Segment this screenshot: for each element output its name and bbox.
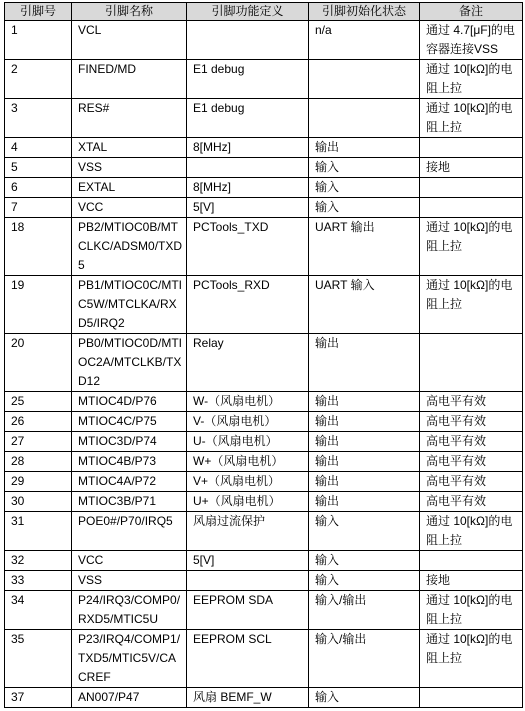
pin-function-cell (187, 571, 309, 591)
header-remarks: 备注 (420, 3, 523, 21)
remarks-cell: 通过 10[kΩ]的电阻上拉 (420, 512, 523, 551)
table-row (5, 178, 523, 198)
remarks-cell: 接地 (420, 571, 523, 591)
pin-table (4, 2, 523, 708)
pin-init-state-cell: 输入 (309, 512, 420, 551)
remarks-cell (420, 198, 523, 218)
pin-function-cell: E1 debug (187, 60, 309, 99)
table-row (5, 334, 523, 392)
table-row (5, 158, 523, 178)
pin-init-state-cell: n/a (309, 21, 420, 60)
pin-name-cell: VSS (72, 571, 187, 591)
pin-function-cell: PCTools_TXD (187, 218, 309, 276)
pin-number-cell: 31 (5, 512, 72, 551)
remarks-cell: 高电平有效 (420, 412, 523, 432)
pin-function-cell: U+（风扇电机） (187, 492, 309, 512)
pin-number-cell: 33 (5, 571, 72, 591)
pin-number-cell: 5 (5, 158, 72, 178)
pin-name-cell: AN007/P47 (72, 688, 187, 708)
pin-number-cell: 27 (5, 432, 72, 452)
pin-function-cell: V-（风扇电机） (187, 412, 309, 432)
pin-init-state-cell: 输出 (309, 432, 420, 452)
pin-init-state-cell: 输入 (309, 571, 420, 591)
pin-name-cell: EXTAL (72, 178, 187, 198)
remarks-cell: 高电平有效 (420, 472, 523, 492)
pin-init-state-cell: 输出 (309, 452, 420, 472)
header-pin-name: 引脚名称 (72, 3, 187, 21)
pin-number-cell: 1 (5, 21, 72, 60)
header-pin-function: 引脚功能定义 (187, 3, 309, 21)
remarks-cell: 通过 10[kΩ]的电阻上拉 (420, 591, 523, 630)
pin-name-cell: PB2/MTIOC0B/MTCLKC/ADSM0/TXD5 (72, 218, 187, 276)
pin-number-cell: 37 (5, 688, 72, 708)
remarks-cell: 接地 (420, 158, 523, 178)
remarks-cell: 通过 10[kΩ]的电阻上拉 (420, 60, 523, 99)
remarks-cell (420, 334, 523, 392)
table-row (5, 452, 523, 472)
pin-number-cell: 30 (5, 492, 72, 512)
pin-name-cell: MTIOC3D/P74 (72, 432, 187, 452)
pin-init-state-cell: 输入 (309, 198, 420, 218)
remarks-cell: 通过 10[kΩ]的电阻上拉 (420, 218, 523, 276)
remarks-cell: 高电平有效 (420, 432, 523, 452)
pin-function-cell: 8[MHz] (187, 138, 309, 158)
pin-init-state-cell: 输入/输出 (309, 591, 420, 630)
pin-name-cell: VCL (72, 21, 187, 60)
table-row (5, 472, 523, 492)
pin-function-cell: 5[V] (187, 551, 309, 571)
pin-init-state-cell: 输出 (309, 334, 420, 392)
table-row (5, 21, 523, 60)
pin-name-cell: FINED/MD (72, 60, 187, 99)
pin-init-state-cell: 输入/输出 (309, 630, 420, 688)
pin-number-cell: 25 (5, 392, 72, 412)
pin-name-cell: VSS (72, 158, 187, 178)
table-row (5, 591, 523, 630)
pin-name-cell: VCC (72, 551, 187, 571)
pin-number-cell: 19 (5, 276, 72, 334)
table-row (5, 630, 523, 688)
pin-number-cell: 29 (5, 472, 72, 492)
pin-init-state-cell: 输出 (309, 138, 420, 158)
table-row (5, 571, 523, 591)
pin-init-state-cell: 输入 (309, 688, 420, 708)
table-row (5, 198, 523, 218)
pin-function-cell: E1 debug (187, 99, 309, 138)
pin-function-cell: PCTools_RXD (187, 276, 309, 334)
table-row (5, 60, 523, 99)
pin-name-cell: XTAL (72, 138, 187, 158)
table-row (5, 551, 523, 571)
pin-init-state-cell: UART 输入 (309, 276, 420, 334)
pin-number-cell: 26 (5, 412, 72, 432)
pin-init-state-cell (309, 60, 420, 99)
pin-function-cell: 5[V] (187, 198, 309, 218)
table-row (5, 512, 523, 551)
remarks-cell: 通过 10[kΩ]的电阻上拉 (420, 276, 523, 334)
pin-number-cell: 3 (5, 99, 72, 138)
pin-init-state-cell: 输出 (309, 492, 420, 512)
table-row (5, 492, 523, 512)
table-row (5, 138, 523, 158)
pin-name-cell: P24/IRQ3/COMP0/RXD5/MTIC5U (72, 591, 187, 630)
pin-init-state-cell: 输入 (309, 158, 420, 178)
remarks-cell: 高电平有效 (420, 452, 523, 472)
pin-init-state-cell: 输出 (309, 412, 420, 432)
header-pin-init-state: 引脚初始化状态 (309, 3, 420, 21)
remarks-cell (420, 178, 523, 198)
remarks-cell: 高电平有效 (420, 392, 523, 412)
pin-name-cell: PB1/MTIOC0C/MTIC5W/MTCLKA/RXD5/IRQ2 (72, 276, 187, 334)
pin-init-state-cell: 输入 (309, 551, 420, 571)
table-row (5, 412, 523, 432)
remarks-cell (420, 688, 523, 708)
remarks-cell (420, 551, 523, 571)
pin-function-cell: W-（风扇电机） (187, 392, 309, 412)
pin-init-state-cell: 输出 (309, 392, 420, 412)
pin-number-cell: 18 (5, 218, 72, 276)
remarks-cell: 高电平有效 (420, 492, 523, 512)
pin-number-cell: 34 (5, 591, 72, 630)
remarks-cell (420, 138, 523, 158)
pin-name-cell: MTIOC4C/P75 (72, 412, 187, 432)
pin-number-cell: 32 (5, 551, 72, 571)
table-row (5, 276, 523, 334)
pin-number-cell: 20 (5, 334, 72, 392)
pin-name-cell: MTIOC4D/P76 (72, 392, 187, 412)
pin-function-cell (187, 158, 309, 178)
pin-number-cell: 6 (5, 178, 72, 198)
header-pin-number: 引脚号 (5, 3, 72, 21)
pin-number-cell: 4 (5, 138, 72, 158)
pin-init-state-cell: UART 输出 (309, 218, 420, 276)
pin-function-cell: W+（风扇电机） (187, 452, 309, 472)
pin-function-cell (187, 21, 309, 60)
pin-init-state-cell (309, 99, 420, 138)
pin-function-cell: 8[MHz] (187, 178, 309, 198)
table-row (5, 688, 523, 708)
pin-number-cell: 35 (5, 630, 72, 688)
pin-number-cell: 2 (5, 60, 72, 99)
remarks-cell: 通过 10[kΩ]的电阻上拉 (420, 630, 523, 688)
pin-name-cell: RES# (72, 99, 187, 138)
pin-number-cell: 7 (5, 198, 72, 218)
pin-init-state-cell: 输出 (309, 472, 420, 492)
remarks-cell: 通过 4.7[μF]的电容器连接VSS (420, 21, 523, 60)
remarks-cell: 通过 10[kΩ]的电阻上拉 (420, 99, 523, 138)
pin-function-cell: EEPROM SCL (187, 630, 309, 688)
pin-name-cell: PB0/MTIOC0D/MTIOC2A/MTCLKB/TXD12 (72, 334, 187, 392)
pin-function-cell: 风扇过流保护 (187, 512, 309, 551)
pin-name-cell: MTIOC4A/P72 (72, 472, 187, 492)
pin-number-cell: 28 (5, 452, 72, 472)
table-row (5, 218, 523, 276)
header-row (5, 3, 523, 21)
pin-name-cell: P23/IRQ4/COMP1/TXD5/MTIC5V/CACREF (72, 630, 187, 688)
pin-function-cell: EEPROM SDA (187, 591, 309, 630)
pin-name-cell: MTIOC3B/P71 (72, 492, 187, 512)
pin-init-state-cell: 输入 (309, 178, 420, 198)
table-row (5, 432, 523, 452)
table-row (5, 392, 523, 412)
pin-function-cell: U-（风扇电机） (187, 432, 309, 452)
pin-function-cell: V+（风扇电机） (187, 472, 309, 492)
table-row (5, 99, 523, 138)
pin-name-cell: VCC (72, 198, 187, 218)
pin-function-cell: 风扇 BEMF_W (187, 688, 309, 708)
pin-name-cell: POE0#/P70/IRQ5 (72, 512, 187, 551)
pin-function-cell: Relay (187, 334, 309, 392)
pin-name-cell: MTIOC4B/P73 (72, 452, 187, 472)
